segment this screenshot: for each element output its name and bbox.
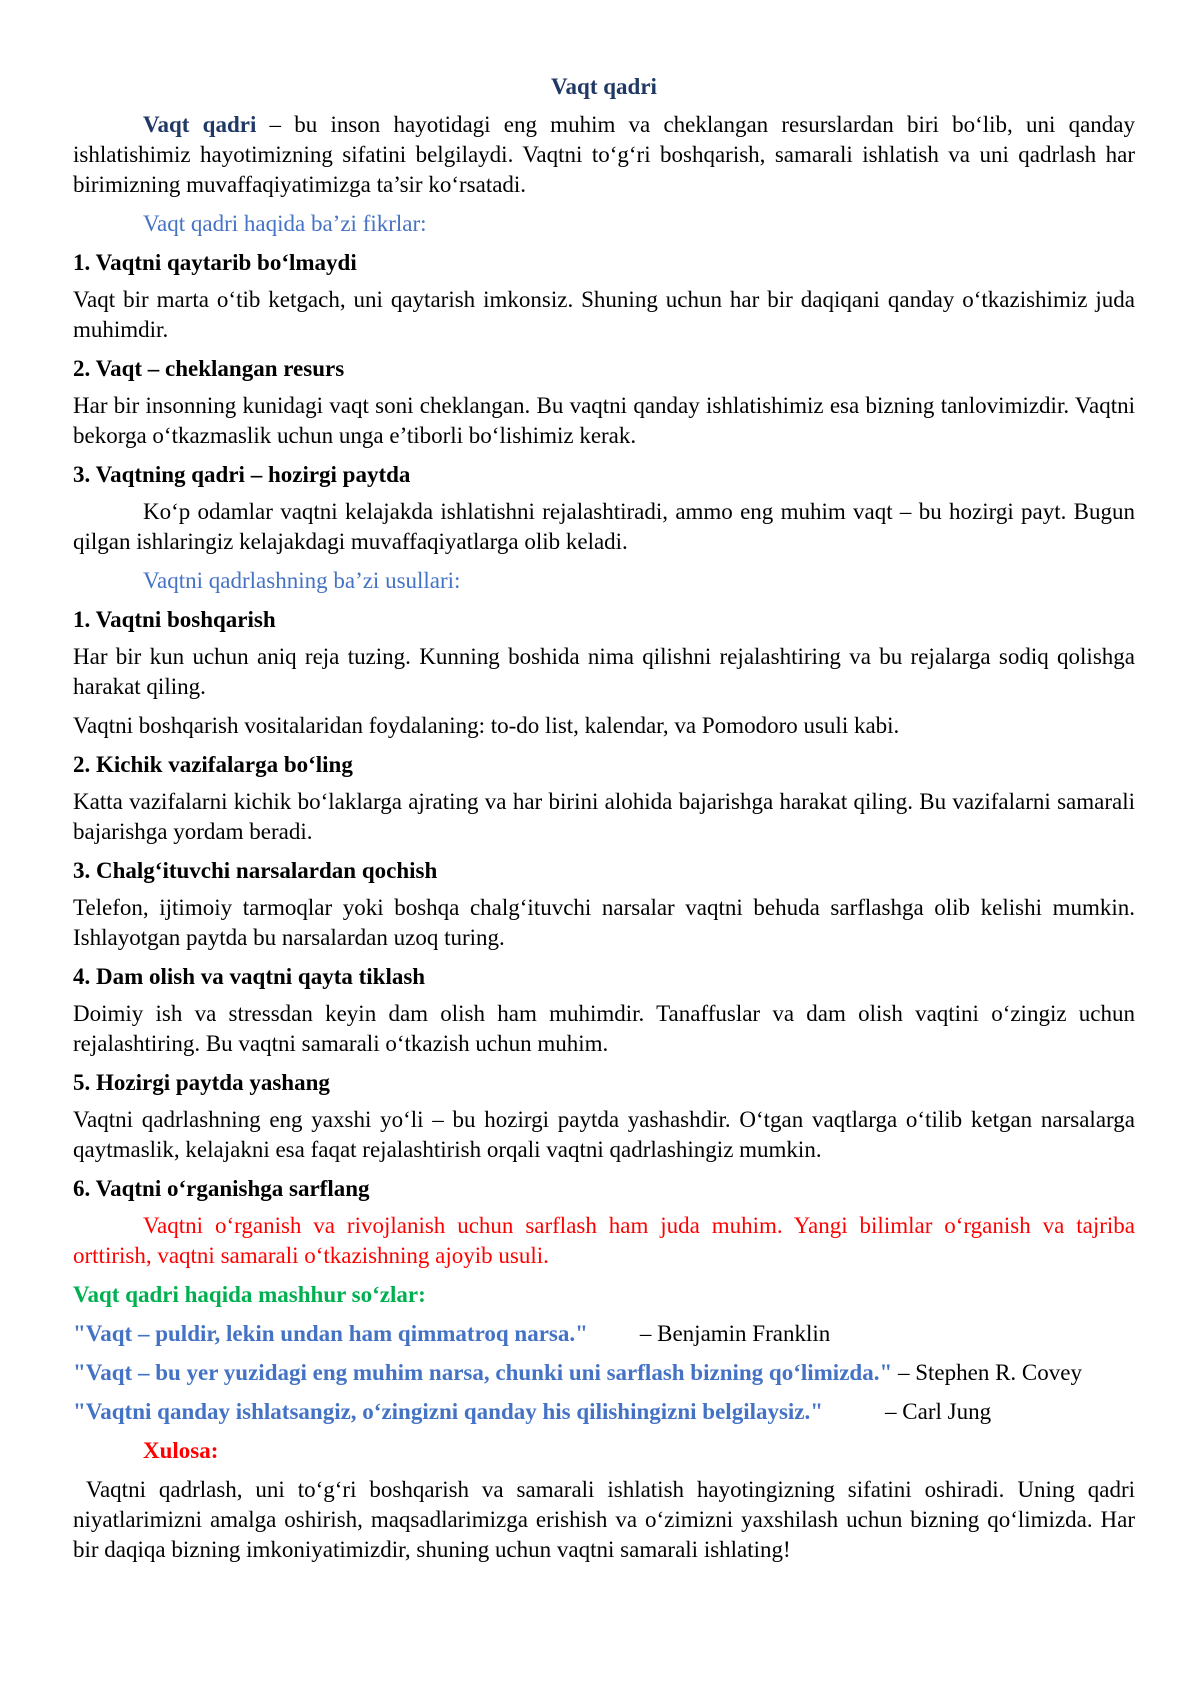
conclusion-text: Vaqtni qadrlash, uni to‘g‘ri boshqarish va samarali ishlatish hayotingizning sifatini oshiradi. Uning qadri niyatlarimizni amalga oshirish, maqsadlarimizga erishish va o‘zimizni yaxshilash uchun bizning qo‘limizda. Har bir daqiqa bizning imkoniyatimizdir, shuning uchun vaqtni samarali ishlating! (73, 1477, 1141, 1562)
thought-heading-3: 3. Vaqtning qadri – hozirgi paytda (73, 462, 411, 487)
thought-text-2: Har bir insonning kunidagi vaqt soni cheklangan. Bu vaqtni qanday ishlatishimiz esa bizning tanlovimizdir. Vaqtni bekorga o‘tkazmaslik uchun unga e’tiborli bo‘lishimiz kerak. (73, 393, 1135, 448)
method-heading-4: 4. Dam olish va vaqtni qayta tiklash (73, 964, 426, 989)
quote-author-3: – Carl Jung (885, 1399, 992, 1424)
conclusion-title: Xulosa: (143, 1438, 219, 1463)
method-text-4: Doimiy ish va stressdan keyin dam olish ham muhimdir. Tanaffuslar va dam olish vaqtini o‘zingiz uchun rejalashtiring. Bu vaqtni samarali o‘tkazish uchun muhim. (73, 1001, 1135, 1056)
thought-text-1: Vaqt bir marta o‘tib ketgach, uni qaytarish imkonsiz. Shuning uchun har bir daqiqani qanday o‘tkazishimiz juda muhimdir. (73, 287, 1135, 342)
method-heading-1: 1. Vaqtni boshqarish (73, 607, 276, 632)
intro-paragraph (73, 110, 1135, 200)
quote-1 (73, 1319, 1135, 1349)
section-thoughts-title: Vaqt qadri haqida ba’zi fikrlar: (143, 211, 427, 236)
page-title: Vaqt qadri (551, 74, 657, 99)
method-text-3: Telefon, ijtimoiy tarmoqlar yoki boshqa chalg‘ituvchi narsalar vaqtni behuda sarflashga olib kelishi mumkin. Ishlayotgan paytda bu narsalardan uzoq turing. (73, 895, 1135, 950)
thought-text-3: Ko‘p odamlar vaqtni kelajakda ishlatishni rejalashtiradi, ammo eng muhim vaqt – bu hozirgi payt. Bugun qilgan ishlaringiz kelajakdagi muvaffaqiyatlarga olib keladi. (73, 499, 1135, 554)
method-heading-3: 3. Chalg‘ituvchi narsalardan qochish (73, 858, 438, 883)
quote-text-3: "Vaqtni qanday ishlatsangiz, o‘zingizni qanday his qilishingizni belgilaysiz." (73, 1399, 824, 1424)
section-methods-title: Vaqtni qadrlashning ba’zi usullari: (143, 568, 461, 593)
quote-author-2: – Stephen R. Covey (892, 1360, 1082, 1385)
intro-text: – bu inson hayotidagi eng muhim va cheklangan resurslardan biri bo‘lib, uni qanday ishlatishimiz hayotimizning sifatini belgilaydi. Vaqtni to‘g‘ri boshqarish, samarali ishlatish va uni qadrlash har birimizning muvaffaqiyatimizga ta’sir ko‘rsatadi. (73, 112, 1135, 197)
method-heading-2: 2. Kichik vazifalarga bo‘ling (73, 752, 353, 777)
intro-lead: Vaqt qadri (143, 112, 257, 137)
quote-text-2: "Vaqt – bu yer yuzidagi eng muhim narsa, chunki uni sarflash bizning qo‘limizda." (73, 1360, 893, 1385)
quotes-title: Vaqt qadri haqida mashhur so‘zlar: (73, 1282, 426, 1307)
method-text-5: Vaqtni qadrlashning eng yaxshi yo‘li – bu hozirgi paytda yashashdir. O‘tgan vaqtlarga o‘tilib ketgan narsalarga qaytmaslik, kelajakni esa faqat rejalashtirish orqali vaqtni qadrlashingiz mumkin. (73, 1107, 1135, 1162)
quote-text-1: "Vaqt – puldir, lekin undan ham qimmatroq narsa." (73, 1321, 588, 1346)
method-text-1: Har bir kun uchun aniq reja tuzing. Kunning boshida nima qilishni rejalashtiring va bu rejalarga sodiq qolishga harakat qiling. (73, 644, 1135, 699)
thought-heading-1: 1. Vaqtni qaytarib bo‘lmaydi (73, 250, 357, 275)
quote-2 (73, 1358, 1135, 1388)
method-text-6: Vaqtni o‘rganish va rivojlanish uchun sarflash ham juda muhim. Yangi bilimlar o‘rganish va tajriba orttirish, vaqtni samarali o‘tkazishning ajoyib usuli. (73, 1213, 1135, 1268)
method-heading-6: 6. Vaqtni o‘rganishga sarflang (73, 1176, 370, 1201)
quote-3 (73, 1397, 1135, 1427)
method-text-1b: Vaqtni boshqarish vositalaridan foydalaning: to-do list, kalendar, va Pomodoro usuli kabi. (73, 713, 900, 738)
document-page (73, 72, 1141, 1565)
method-text-2: Katta vazifalarni kichik bo‘laklarga ajrating va har birini alohida bajarishga harakat qiling. Bu vazifalarni samarali bajarishga yordam beradi. (73, 789, 1135, 844)
thought-heading-2: 2. Vaqt – cheklangan resurs (73, 356, 345, 381)
quote-author-1: – Benjamin Franklin (639, 1321, 831, 1346)
method-heading-5: 5. Hozirgi paytda yashang (73, 1070, 330, 1095)
